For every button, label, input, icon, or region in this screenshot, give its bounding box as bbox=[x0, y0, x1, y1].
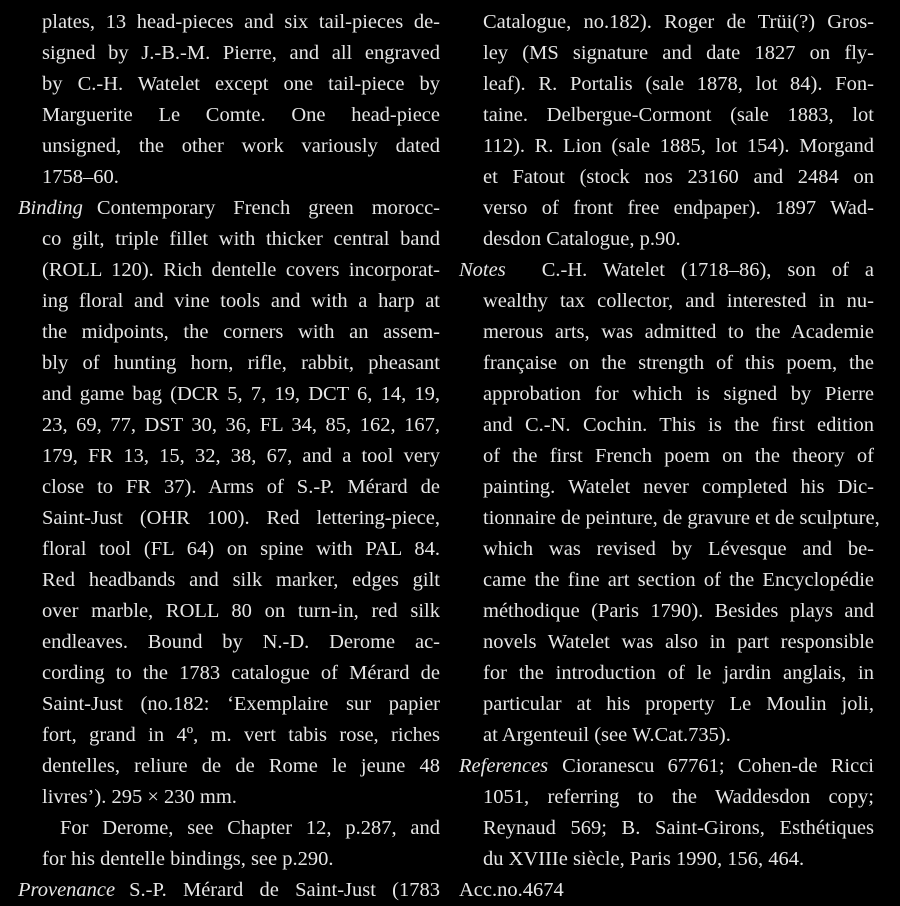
line-text: Red headbands and silk marker, edges gilt bbox=[42, 569, 440, 591]
line-text: merous arts, was admitted to the Academie bbox=[483, 321, 874, 343]
text-line bbox=[18, 100, 440, 131]
text-line bbox=[18, 720, 440, 751]
line-text: C.-H. Watelet (1718–86), son of a bbox=[541, 259, 874, 281]
line-text: Cioranescu 67761; Cohen-de Ricci bbox=[562, 755, 874, 777]
text-line bbox=[18, 379, 440, 410]
text-line bbox=[18, 38, 440, 69]
line-text: which was revised by Lévesque and be- bbox=[483, 538, 874, 560]
line-text: and C.-N. Cochin. This is the first edition bbox=[483, 414, 874, 436]
text-line bbox=[18, 534, 440, 565]
line-text: 112). R. Lion (sale 1885, lot 154). Morgand bbox=[483, 135, 874, 157]
text-line bbox=[18, 7, 440, 38]
line-text: ley (MS signature and date 1827 on fly- bbox=[483, 42, 874, 64]
line-text: 1758–60. bbox=[42, 166, 119, 188]
text-line bbox=[18, 503, 440, 534]
line-text: livres’). 295 × 230 mm. bbox=[42, 786, 237, 808]
line-text: verso of front free endpaper). 1897 Wad- bbox=[483, 197, 874, 219]
text-line bbox=[18, 317, 440, 348]
text-line bbox=[459, 658, 874, 689]
line-text: S.-P. Mérard de Saint-Just (1783 bbox=[129, 879, 440, 901]
text-line bbox=[459, 286, 874, 317]
text-line bbox=[459, 255, 874, 286]
line-text: for his dentelle bindings, see p.290. bbox=[42, 848, 334, 870]
text-line bbox=[18, 658, 440, 689]
text-line bbox=[459, 162, 874, 193]
text-line bbox=[18, 69, 440, 100]
text-line bbox=[18, 565, 440, 596]
line-text: of the first French poem on the theory of bbox=[483, 445, 874, 467]
line-text: Contemporary French green morocc- bbox=[96, 197, 440, 219]
line-text: 23, 69, 77, DST 30, 36, FL 34, 85, 162, 167, bbox=[42, 414, 440, 436]
line-text: ing floral and vine tools and with a harp at bbox=[42, 290, 440, 312]
text-line bbox=[459, 813, 874, 844]
line-text: leaf). R. Portalis (sale 1878, lot 84). Fon- bbox=[483, 73, 874, 95]
text-line bbox=[18, 875, 440, 906]
text-line bbox=[459, 627, 874, 658]
text-line bbox=[18, 813, 440, 844]
line-text: novels Watelet was also in part responsible bbox=[483, 631, 874, 653]
text-line bbox=[459, 100, 874, 131]
text-line bbox=[459, 7, 874, 38]
line-text: unsigned, the other work variously dated bbox=[42, 135, 440, 157]
line-text: particular at his property Le Moulin joli, bbox=[483, 693, 874, 715]
text-line bbox=[459, 503, 880, 534]
line-text: cording to the 1783 catalogue of Mérard de bbox=[42, 662, 440, 684]
text-line bbox=[459, 379, 874, 410]
line-text: (ROLL 120). Rich dentelle covers incorporat- bbox=[42, 259, 440, 281]
line-text: approbation for which is signed by Pierre bbox=[483, 383, 874, 405]
line-text: Saint-Just (no.182: ‘Exemplaire sur papier bbox=[42, 693, 440, 715]
line-text: For Derome, see Chapter 12, p.287, and bbox=[60, 817, 440, 839]
text-line bbox=[459, 38, 874, 69]
text-line bbox=[18, 162, 440, 193]
text-line bbox=[18, 441, 440, 472]
text-line bbox=[459, 782, 874, 813]
text-line bbox=[18, 193, 440, 224]
text-line bbox=[18, 131, 440, 162]
line-text: Catalogue, no.182). Roger de Trüi(?) Gros- bbox=[483, 11, 874, 33]
text-line bbox=[459, 69, 874, 100]
text-line bbox=[18, 689, 440, 720]
line-text: painting. Watelet never completed his Dic- bbox=[483, 476, 874, 498]
text-line bbox=[459, 689, 874, 720]
text-line bbox=[459, 751, 874, 782]
text-line bbox=[459, 131, 874, 162]
text-line bbox=[18, 410, 440, 441]
line-text: came the fine art section of the Encyclopédie bbox=[483, 569, 874, 591]
text-line bbox=[18, 751, 440, 782]
text-line bbox=[459, 410, 874, 441]
line-text: close to FR 37). Arms of S.-P. Mérard de bbox=[42, 476, 440, 498]
line-text: française on the strength of this poem, the bbox=[483, 352, 874, 374]
line-text: dentelles, reliure de de Rome le jeune 48 bbox=[42, 755, 440, 777]
text-line bbox=[459, 720, 874, 751]
line-text: and game bag (DCR 5, 7, 19, DCT 6, 14, 19, bbox=[42, 383, 440, 405]
text-line bbox=[459, 317, 874, 348]
text-line bbox=[18, 782, 440, 813]
text-line bbox=[18, 255, 440, 286]
line-text: Reynaud 569; B. Saint-Girons, Esthétiques bbox=[483, 817, 874, 839]
text-line bbox=[459, 441, 874, 472]
line-text: over marble, ROLL 80 on turn-in, red silk bbox=[42, 600, 440, 622]
line-text: endleaves. Bound by N.-D. Derome ac- bbox=[42, 631, 440, 653]
line-text: floral tool (FL 64) on spine with PAL 84. bbox=[42, 538, 440, 560]
text-line bbox=[459, 844, 874, 875]
right-column bbox=[459, 7, 880, 906]
section-label: References bbox=[459, 755, 549, 777]
text-line bbox=[459, 875, 874, 906]
text-line bbox=[18, 596, 440, 627]
line-text: taine. Delbergue-Cormont (sale 1883, lot bbox=[483, 104, 874, 126]
section-label: Notes bbox=[459, 259, 506, 281]
line-text: du XVIIIe siècle, Paris 1990, 156, 464. bbox=[483, 848, 805, 870]
text-line bbox=[459, 224, 874, 255]
line-text: fort, grand in 4º, m. vert tabis rose, riches bbox=[42, 724, 440, 746]
line-text: by C.-H. Watelet except one tail-piece by bbox=[42, 73, 440, 95]
text-line bbox=[459, 348, 874, 379]
line-text: bly of hunting horn, rifle, rabbit, pheasant bbox=[42, 352, 440, 374]
line-text: Acc.no.4674 bbox=[459, 879, 564, 901]
text-line bbox=[18, 286, 440, 317]
line-text: for the introduction of le jardin anglais, in bbox=[483, 662, 874, 684]
left-column bbox=[18, 7, 440, 906]
line-text: 179, FR 13, 15, 32, 38, 67, and a tool very bbox=[42, 445, 440, 467]
text-line bbox=[18, 844, 440, 875]
line-text: Saint-Just (OHR 100). Red lettering-piece, bbox=[42, 507, 440, 529]
line-text: 1051, referring to the Waddesdon copy; bbox=[483, 786, 874, 808]
line-text: the midpoints, the corners with an assem- bbox=[42, 321, 440, 343]
line-text: méthodique (Paris 1790). Besides plays and bbox=[483, 600, 874, 622]
text-line bbox=[459, 565, 874, 596]
line-text: wealthy tax collector, and interested in nu- bbox=[483, 290, 874, 312]
section-label: Binding bbox=[18, 197, 83, 219]
text-line bbox=[459, 193, 874, 224]
line-text: Marguerite Le Comte. One head-piece bbox=[42, 104, 440, 126]
text-line bbox=[18, 224, 440, 255]
line-text: signed by J.-B.-M. Pierre, and all engraved bbox=[42, 42, 440, 64]
text-line bbox=[18, 627, 440, 658]
line-text: co gilt, triple fillet with thicker central band bbox=[42, 228, 440, 250]
section-label: Provenance bbox=[18, 879, 116, 901]
text-line bbox=[459, 534, 874, 565]
text-line bbox=[18, 472, 440, 503]
line-text: et Fatout (stock nos 23160 and 2484 on bbox=[483, 166, 874, 188]
text-line bbox=[459, 472, 874, 503]
text-line bbox=[459, 596, 874, 627]
line-text: desdon Catalogue, p.90. bbox=[483, 228, 681, 250]
line-text: plates, 13 head-pieces and six tail-pieces de- bbox=[42, 11, 440, 33]
line-text: at Argenteuil (see W.Cat.735). bbox=[483, 724, 731, 746]
text-line bbox=[18, 348, 440, 379]
line-text: tionnaire de peinture, de gravure et de sculpture, bbox=[483, 507, 880, 529]
